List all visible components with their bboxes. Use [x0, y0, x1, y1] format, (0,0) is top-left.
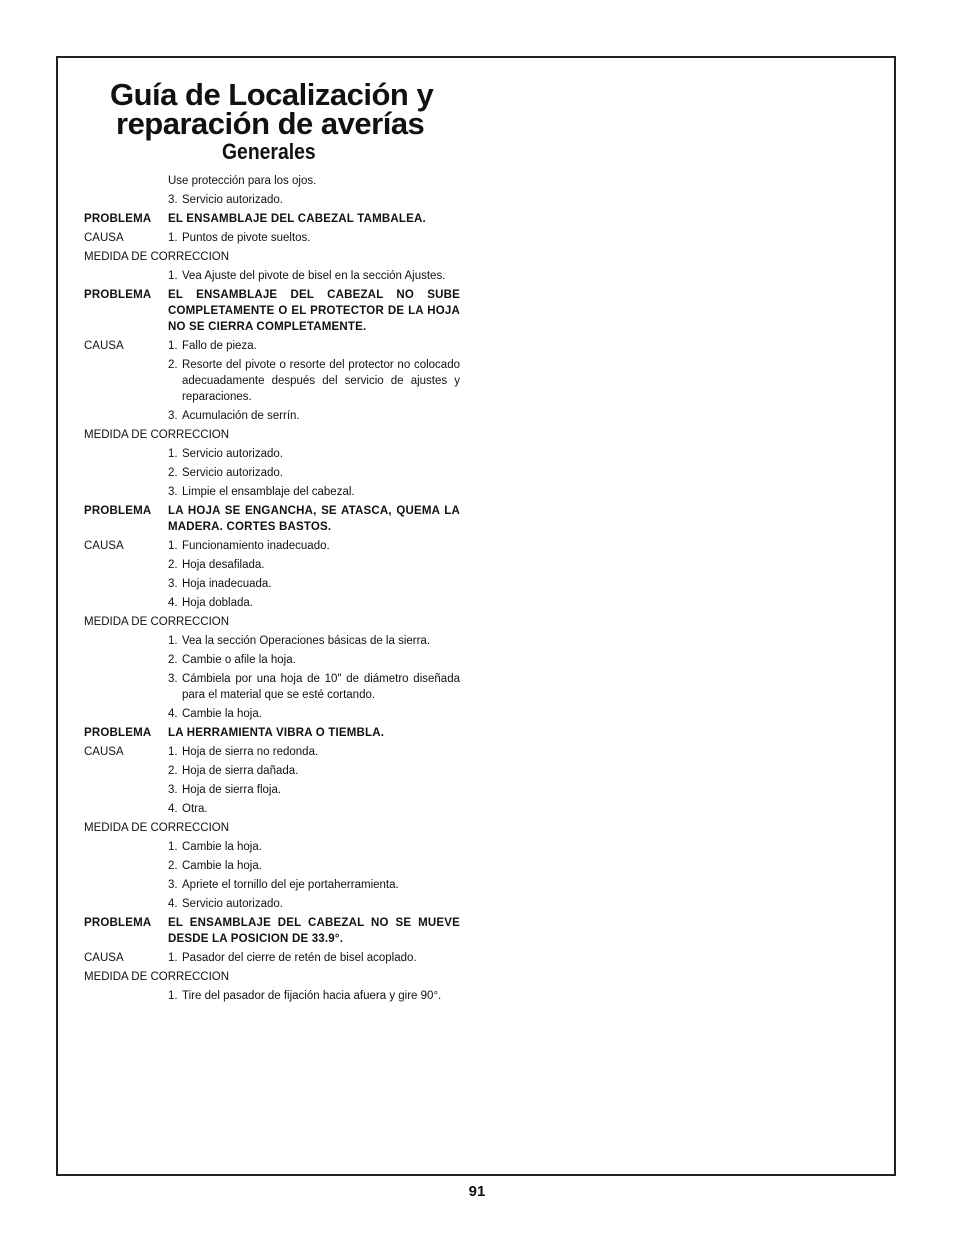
item-number: 1.	[168, 270, 178, 282]
row-label	[84, 446, 168, 462]
page-title	[110, 77, 434, 141]
item-number: 2.	[168, 654, 178, 666]
item-text: Hoja desafilada.	[182, 559, 265, 571]
row-text	[168, 484, 460, 500]
row-label: MEDIDA DE CORRECCION	[84, 822, 230, 834]
item-text: Hoja de sierra no redonda.	[182, 746, 319, 758]
item-number: 1.	[168, 340, 178, 352]
row-text	[168, 465, 460, 481]
row-text	[168, 538, 460, 554]
row-text	[168, 595, 460, 611]
table-row	[84, 988, 464, 1004]
table-row	[84, 192, 464, 208]
row-text: Use protección para los ojos.	[168, 175, 317, 187]
table-row	[84, 763, 464, 779]
table-row	[84, 465, 464, 481]
item-number: 1.	[168, 540, 178, 552]
item-number: 1.	[168, 746, 178, 758]
item-number: 4.	[168, 708, 178, 720]
row-text	[168, 801, 460, 817]
row-text	[168, 877, 460, 893]
title-line-2: reparación de averías	[116, 106, 425, 141]
table-row	[84, 614, 464, 630]
row-text	[168, 557, 460, 573]
row-label: PROBLEMA	[84, 917, 152, 929]
row-label: CAUSA	[84, 746, 124, 758]
item-number: 1.	[168, 232, 178, 244]
row-text: EL ENSAMBLAJE DEL CABEZAL TAMBALEA.	[168, 213, 426, 225]
item-number: 3.	[168, 194, 178, 206]
troubleshooting-list	[84, 173, 464, 1007]
table-row	[84, 268, 464, 284]
table-row	[84, 969, 464, 985]
row-label	[84, 408, 168, 424]
row-label	[84, 633, 168, 649]
item-number: 3.	[168, 486, 178, 498]
item-number: 2.	[168, 765, 178, 777]
row-label	[84, 896, 168, 912]
item-text: Hoja de sierra floja.	[182, 784, 282, 796]
table-row	[84, 503, 464, 535]
table-row	[84, 338, 464, 354]
row-label	[84, 839, 168, 855]
table-row	[84, 725, 464, 741]
item-number: 1.	[168, 635, 178, 647]
item-text: Vea la sección Operaciones básicas de la sierra.	[182, 635, 431, 647]
row-text	[168, 950, 460, 966]
row-label	[84, 484, 168, 500]
table-row	[84, 230, 464, 246]
row-label	[84, 576, 168, 592]
row-label	[84, 858, 168, 874]
item-number: 1.	[168, 448, 178, 460]
row-text	[168, 192, 460, 208]
item-text: Funcionamiento inadecuado.	[182, 540, 330, 552]
row-label: MEDIDA DE CORRECCION	[84, 251, 230, 263]
row-text	[168, 763, 460, 779]
row-label	[84, 268, 168, 284]
row-text	[168, 652, 460, 668]
row-label	[84, 877, 168, 893]
table-row	[84, 211, 464, 227]
item-text: Hoja de sierra dañada.	[182, 765, 299, 777]
row-text	[168, 839, 460, 855]
row-label	[84, 671, 168, 703]
item-text: Acumulación de serrín.	[182, 410, 300, 422]
row-text: LA HERRAMIENTA VIBRA O TIEMBLA.	[168, 727, 385, 739]
row-text	[168, 338, 460, 354]
item-number: 2.	[168, 559, 178, 571]
table-row	[84, 801, 464, 817]
item-text: Servicio autorizado.	[182, 898, 283, 910]
item-text: Otra.	[182, 803, 208, 815]
table-row	[84, 249, 464, 265]
item-number: 3.	[168, 578, 178, 590]
table-row	[84, 484, 464, 500]
table-row	[84, 744, 464, 760]
item-number: 4.	[168, 898, 178, 910]
row-text	[168, 408, 460, 424]
row-label: PROBLEMA	[84, 213, 152, 225]
item-text: Fallo de pieza.	[182, 340, 257, 352]
table-row	[84, 557, 464, 573]
table-row	[84, 633, 464, 649]
row-label: PROBLEMA	[84, 727, 152, 739]
row-text: EL ENSAMBLAJE DEL CABEZAL NO SUBE COMPLETAMENTE O EL PROTECTOR DE LA HOJA NO SE CIERRA COMPLETAMENTE.	[168, 289, 460, 333]
row-label	[84, 782, 168, 798]
table-row	[84, 950, 464, 966]
item-text: Hoja inadecuada.	[182, 578, 272, 590]
item-text: Cambie o afile la hoja.	[182, 654, 296, 666]
item-text: Puntos de pivote sueltos.	[182, 232, 311, 244]
row-text	[168, 782, 460, 798]
row-text	[168, 744, 460, 760]
row-label: CAUSA	[84, 232, 124, 244]
table-row	[84, 652, 464, 668]
row-label: CAUSA	[84, 540, 124, 552]
table-row	[84, 706, 464, 722]
row-label: MEDIDA DE CORRECCION	[84, 429, 230, 441]
row-text	[168, 357, 460, 405]
row-label	[84, 801, 168, 817]
item-number: 3.	[168, 879, 178, 891]
item-number: 2.	[168, 359, 178, 371]
table-row	[84, 782, 464, 798]
table-row	[84, 446, 464, 462]
item-text: Cámbiela por una hoja de 10" de diámetro diseñada para el material que se esté cortando.	[182, 673, 460, 701]
table-row	[84, 671, 464, 703]
row-label: CAUSA	[84, 952, 124, 964]
row-text	[168, 896, 460, 912]
row-label: PROBLEMA	[84, 289, 152, 301]
item-number: 4.	[168, 597, 178, 609]
table-row	[84, 576, 464, 592]
row-label: MEDIDA DE CORRECCION	[84, 616, 230, 628]
row-text	[168, 671, 460, 703]
item-text: Vea Ajuste del pivote de bisel en la sección Ajustes.	[182, 270, 446, 282]
row-label	[84, 595, 168, 611]
item-text: Servicio autorizado.	[182, 194, 283, 206]
table-row	[84, 408, 464, 424]
row-text	[168, 706, 460, 722]
table-row	[84, 896, 464, 912]
item-text: Servicio autorizado.	[182, 448, 283, 460]
row-label	[84, 557, 168, 573]
table-row	[84, 839, 464, 855]
item-number: 3.	[168, 784, 178, 796]
row-label	[84, 357, 168, 405]
row-text	[168, 268, 460, 284]
row-label	[84, 173, 168, 189]
table-row	[84, 915, 464, 947]
table-row	[84, 858, 464, 874]
item-number: 3.	[168, 673, 178, 685]
table-row	[84, 173, 464, 189]
table-row	[84, 820, 464, 836]
item-text: Servicio autorizado.	[182, 467, 283, 479]
item-number: 3.	[168, 410, 178, 422]
row-label	[84, 192, 168, 208]
item-text: Limpie el ensamblaje del cabezal.	[182, 486, 355, 498]
title-line-1: Guía de Localización y	[110, 77, 434, 112]
row-text	[168, 858, 460, 874]
row-label	[84, 465, 168, 481]
row-text	[168, 230, 460, 246]
page-number: 91	[468, 1183, 486, 1200]
row-label: PROBLEMA	[84, 505, 152, 517]
item-number: 2.	[168, 467, 178, 479]
item-text: Apriete el tornillo del eje portaherramienta.	[182, 879, 399, 891]
row-text	[168, 988, 460, 1004]
table-row	[84, 287, 464, 335]
row-label: MEDIDA DE CORRECCION	[84, 971, 230, 983]
row-label	[84, 706, 168, 722]
item-text: Cambie la hoja.	[182, 841, 262, 853]
item-text: Cambie la hoja.	[182, 860, 262, 872]
item-number: 2.	[168, 860, 178, 872]
row-label	[84, 988, 168, 1004]
table-row	[84, 357, 464, 405]
item-text: Hoja doblada.	[182, 597, 253, 609]
row-label: CAUSA	[84, 340, 124, 352]
table-row	[84, 427, 464, 443]
item-number: 1.	[168, 990, 178, 1002]
item-text: Resorte del pivote o resorte del protector no colocado adecuadamente después del servicio de ajustes y reparaciones.	[182, 359, 460, 403]
table-row	[84, 877, 464, 893]
item-number: 4.	[168, 803, 178, 815]
item-number: 1.	[168, 952, 178, 964]
item-text: Tire del pasador de fijación hacia afuera y gire 90°.	[182, 990, 442, 1002]
row-text	[168, 576, 460, 592]
row-text	[168, 633, 460, 649]
row-text: EL ENSAMBLAJE DEL CABEZAL NO SE MUEVE DESDE LA POSICION DE 33.9°.	[168, 917, 460, 945]
row-text: LA HOJA SE ENGANCHA, SE ATASCA, QUEMA LA MADERA. CORTES BASTOS.	[168, 505, 460, 533]
page-subtitle: Generales	[222, 139, 316, 164]
row-label	[84, 763, 168, 779]
row-text	[168, 446, 460, 462]
item-text: Cambie la hoja.	[182, 708, 262, 720]
table-row	[84, 538, 464, 554]
row-label	[84, 652, 168, 668]
item-number: 1.	[168, 841, 178, 853]
table-row	[84, 595, 464, 611]
item-text: Pasador del cierre de retén de bisel acoplado.	[182, 952, 417, 964]
